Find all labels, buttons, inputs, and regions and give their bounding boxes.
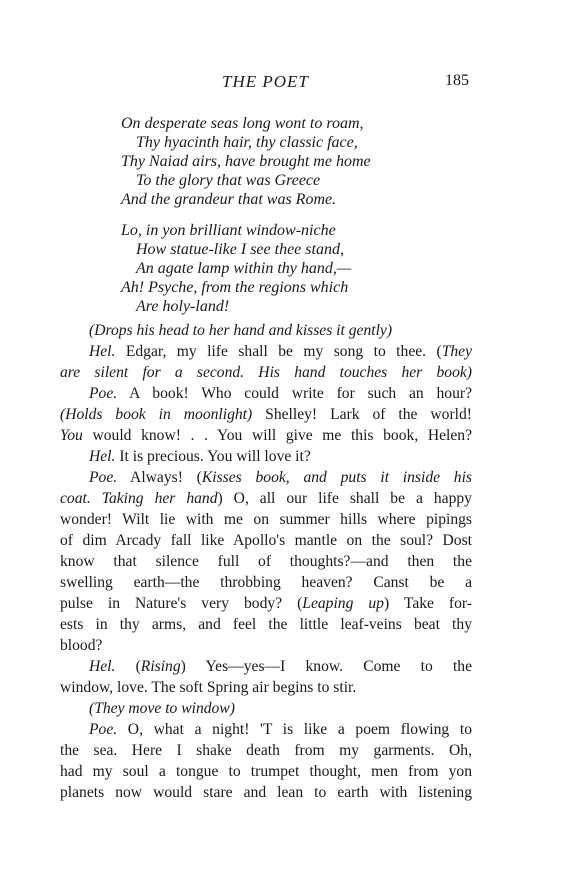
prose-line: coat. Taking her hand) O, all our life shall be a happy [60, 490, 472, 507]
speaker-name: Hel. [89, 658, 116, 675]
prose-line: window, love. The soft Spring air begins to stir. [60, 679, 357, 696]
verse-line: Thy Naiad airs, have brought me home [121, 153, 371, 170]
prose-line: of dim Arcady fall like Apollo's mantle on the soul? Dost [60, 532, 472, 549]
speaker-name: Poe. [89, 385, 118, 402]
verse-line: And the grandeur that was Rome. [121, 191, 337, 208]
verse-line: On desperate seas long wont to roam, [121, 115, 364, 132]
verse-line: Lo, in yon brilliant window-niche [121, 222, 336, 239]
prose-line: You would know! . . You will give me this book, Helen? [60, 427, 472, 444]
prose-line: Poe. Always! (Kisses book, and puts it inside his [89, 469, 472, 486]
stage-direction: Rising [140, 658, 181, 675]
verse-line: An agate lamp within thy hand,— [136, 260, 352, 277]
verse-line: How statue-like I see thee stand, [136, 241, 344, 258]
stage-direction: coat. Taking her hand [60, 490, 218, 507]
verse-line: Are holy-land! [136, 298, 230, 315]
stage-direction: (They move to window) [89, 700, 235, 717]
prose-line: the sea. Here I shake death from my garments. Oh, [60, 742, 472, 759]
prose-line: blood? [60, 637, 103, 654]
speaker-name: Poe. [89, 721, 118, 738]
running-head [0, 72, 568, 94]
verse-line: Ah! Psyche, from the regions which [121, 279, 349, 296]
prose-line: Hel. (Rising) Yes—yes—I know. Come to the [89, 658, 472, 675]
prose-line: planets now would stare and lean to earth with listening [60, 784, 472, 801]
running-title: THE POET [222, 72, 309, 91]
prose-line: (Holds book in moonlight) Shelley! Lark of the world! [60, 406, 472, 423]
prose-line: Poe. A book! Who could write for such an hour? [89, 385, 472, 402]
page-number: 185 [445, 72, 469, 89]
verse-line: To the glory that was Greece [136, 172, 321, 189]
stage-direction: Leaping up [302, 595, 384, 612]
prose-line: pulse in Nature's very body? (Leaping up) Take for- [60, 595, 472, 612]
prose-line: ests in thy arms, and feel the little leaf-veins beat thy [60, 616, 472, 633]
prose-line: had my soul a tongue to trumpet thought, men from yon [60, 763, 472, 780]
prose-line: Hel. It is precious. You will love it? [89, 448, 311, 465]
prose-line: know that silence full of thoughts?—and then the [60, 553, 472, 570]
prose-line: swelling earth—the throbbing heaven? Canst be a [60, 574, 472, 591]
stage-direction: (Drops his head to her hand and kisses it gently) [89, 322, 393, 339]
verse-line: Thy hyacinth hair, thy classic face, [136, 134, 358, 151]
stage-direction: Kisses book, and puts it inside his [201, 469, 472, 486]
stage-direction: are silent for a second. His hand touches her book) [60, 364, 472, 381]
speaker-name: Hel. [89, 448, 116, 465]
speaker-name: Poe. [89, 469, 118, 486]
prose-line: wonder! Wilt lie with me on summer hills where pipings [60, 511, 472, 528]
speaker-name: Hel. [89, 343, 116, 360]
prose-line: Poe. O, what a night! 'T is like a poem flowing to [89, 721, 472, 738]
prose-line: Hel. Edgar, my life shall be my song to thee. (They [89, 343, 472, 360]
stage-direction: (Holds book in moonlight) [60, 406, 253, 423]
